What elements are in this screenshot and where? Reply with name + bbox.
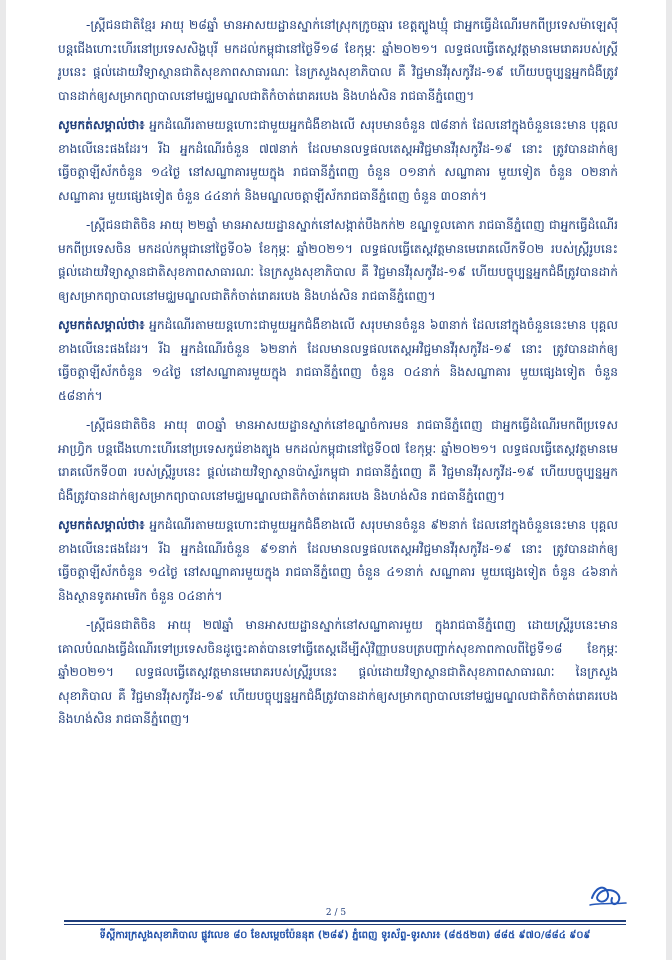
case-paragraph-2: -ស្ត្រីជនជាតិចិន អាយុ ២២ឆ្នាំ មានអាសយដ្ឋានស្នាក់នៅសង្កាត់បឹងកក់២ ខណ្ឌទួលគោក រាជធានីភ្នំពេញ ជាអ្នកធ្វើដំណើរមកពីប្រទេសចិន មកដល់កម្ពុជានៅថ្ងៃទី០៦ ខែកុម្ភៈ ឆ្នាំ២០២១។ លទ្ធផលធ្វើតេស្តវត្តមានមេរោគលើកទី០២ របស់ស្ត្រីរូបនេះ ផ្តល់ដោយវិទ្យាស្ថានជាតិសុខភាពសាធារណៈ នៃក្រសួងសុខាភិបាល គឺ វិជ្ជមានវីរុសកូវីដ-១៩ ហើយបច្ចុប្បន្នអ្នកជំងឺត្រូវបានដាក់ឲ្យសម្រាកព្យាបាលនៅមជ្ឈមណ្ឌលជាតិកំចាត់រោគរបេង និងហង់សិន រាជធានីភ្នំពេញ។ bbox=[58, 218, 618, 303]
note-text: អ្នកដំណើរតាមយន្តហោះជាមួយអ្នកជំងឺខាងលើ សរុបមានចំនួន ៧៨នាក់ ដែលនៅក្នុងចំនួននេះមាន បុគ្គលខាងលើនេះផងដែរ។ រីឯ អ្នកដំណើរចំនួន ៧៧នាក់ ដែលមានលទ្ធផលតេស្តអវិជ្ជមានវីរុសកូវីដ-១៩ នោះ ត្រូវបានដាក់ឲ្យធ្វើចត្តាឡីស័កចំនួន ១៤ថ្ងៃ នៅសណ្ឋាគារមួយក្នុង រាជធានីភ្នំពេញ ចំនួន ០១នាក់ សណ្ឋាគារ មួយទៀត ចំនួន ០២នាក់ សណ្ឋាគារ មួយផ្សេងទៀត ចំនួន ៤៤នាក់ និងមណ្ឌលចត្តាឡីស័ករាជធានីភ្នំពេញ ចំនួន ៣០នាក់។ bbox=[58, 118, 618, 203]
case-paragraph-3: -ស្ត្រីជនជាតិចិន អាយុ ៣០ឆ្នាំ មានអាសយដ្ឋានស្នាក់នៅខណ្ឌចំការមន រាជធានីភ្នំពេញ ជាអ្នកធ្វើដំណើរមកពីប្រទេសអាហ្វ្រិក បន្តជើងហោះហើរនៅប្រទេសកូរ៉េខាងត្បូង មកដល់កម្ពុជានៅថ្ងៃទី០៧ ខែកុម្ភៈ ឆ្នាំ២០២១។ លទ្ធផលធ្វើតេស្តវត្តមានមេរោគលើកទី០៣ របស់ស្ត្រីរូបនេះ ផ្តល់ដោយវិទ្យាស្ថានប៉ាស្ទ័រកម្ពុជា រាជធានីភ្នំពេញ គឺ វិជ្ជមានវីរុសកូវីដ-១៩ ហើយបច្ចុប្បន្នអ្នកជំងឺត្រូវបានដាក់ឲ្យសម្រាកព្យាបាលនៅមជ្ឈមណ្ឌលជាតិកំចាត់រោគរបេង និងហង់សិន រាជធានីភ្នំពេញ។ bbox=[58, 418, 618, 503]
note-label: សូមកត់សម្គាល់ថា៖ bbox=[58, 118, 145, 132]
document-page bbox=[6, 0, 666, 960]
document-body bbox=[58, 14, 618, 738]
case-paragraph-1: -ស្ត្រីជនជាតិខ្មែរ អាយុ ២៨ឆ្នាំ មានអាសយដ្ឋានស្នាក់នៅស្រុកក្រូចឆ្មារ ខេត្តត្បូងឃ្មុំ ជាអ្នកធ្វើដំណើរមកពីប្រទេសម៉ាឡេស៊ី បន្តជើងហោះហើរនៅប្រទេសសិង្ហបុរី មកដល់កម្ពុជានៅថ្ងៃទី១៨ ខែកុម្ភៈ ឆ្នាំ២០២១។ លទ្ធផលធ្វើតេស្តវត្តមានមេរោគរបស់ស្ត្រីរូបនេះ ផ្តល់ដោយវិទ្យាស្ថានជាតិសុខភាពសាធារណៈ នៃក្រសួងសុខាភិបាល គឺ វិជ្ជមានវីរុសកូវីដ-១៩ ហើយបច្ចុប្បន្នអ្នកជំងឺត្រូវបានដាក់ឲ្យសម្រាកព្យាបាលនៅមជ្ឈមណ្ឌលជាតិកំចាត់រោគរបេង និងហង់សិន រាជធានីភ្នំពេញ។ bbox=[58, 18, 618, 103]
note-paragraph-1 bbox=[58, 114, 618, 208]
footer-divider bbox=[64, 920, 626, 922]
note-text: អ្នកដំណើរតាមយន្តហោះជាមួយអ្នកជំងឺខាងលើ សរុបមានចំនួន ៩២នាក់ ដែលនៅក្នុងចំនួននេះមាន បុគ្គលខាងលើនេះផងដែរ។ រីឯ អ្នកដំណើរចំនួន ៩១នាក់ ដែលមានលទ្ធផលតេស្តអវិជ្ជមានវីរុសកូវីដ-១៩ នោះ ត្រូវបានដាក់ឲ្យធ្វើចត្តាឡីស័កចំនួន ១៤ថ្ងៃ នៅសណ្ឋាគារមួយក្នុង រាជធានីភ្នំពេញ ចំនួន ៤១នាក់ សណ្ឋាគារ មួយផ្សេងទៀត ចំនួន ៤៦នាក់ និងស្ថានទូតអាមេរិក ចំនួន ០៤នាក់។ bbox=[58, 518, 618, 603]
signature-icon bbox=[588, 880, 628, 908]
note-label: សូមកត់សម្គាល់ថា៖ bbox=[58, 318, 145, 332]
note-text: អ្នកដំណើរតាមយន្តហោះជាមួយអ្នកជំងឺខាងលើ សរុបមានចំនួន ៦៣នាក់ ដែលនៅក្នុងចំនួននេះមាន បុគ្គលខាងលើនេះផងដែរ។ រីឯ អ្នកដំណើរចំនួន ៦២នាក់ ដែលមានលទ្ធផលតេស្តអវិជ្ជមានវីរុសកូវីដ-១៩ នោះ ត្រូវបានដាក់ឲ្យធ្វើចត្តាឡីស័កចំនួន ១៤ថ្ងៃ នៅសណ្ឋាគារមួយក្នុង រាជធានីភ្នំពេញ ចំនួន ០៤នាក់ និងសណ្ឋាគារ មួយផ្សេងទៀត ចំនួន ៥៨នាក់។ bbox=[58, 318, 618, 403]
case-paragraph-4: -ស្ត្រីជនជាតិចិន អាយុ ២៧ឆ្នាំ មានអាសយដ្ឋានស្នាក់នៅសណ្ឋាគារមួយ ក្នុងរាជធានីភ្នំពេញ ដោយស្ត្រីរូបនេះមានគោលបំណងធ្វើដំណើរទៅប្រទេសចិនដូច្នេះគាត់បានទៅធ្វើតេស្តដើម្បីសុំវិញ្ញាបនបត្របញ្ជាក់សុខភាពកាលពីថ្ងៃទី១៨ ខែកុម្ភៈ ឆ្នាំ២០២១។ លទ្ធផលធ្វើតេស្តវត្តមានមេរោគរបស់ស្ត្រីរូបនេះ ផ្តល់ដោយវិទ្យាស្ថានជាតិសុខភាពសាធារណៈ នៃក្រសួងសុខាភិបាល គឺ វិជ្ជមានវីរុសកូវីដ-១៩ ហើយបច្ចុប្បន្នអ្នកជំងឺត្រូវបានដាក់ឲ្យសម្រាកព្យាបាលនៅមជ្ឈមណ្ឌលជាតិកំចាត់រោគរបេង និងហង់សិន រាជធានីភ្នំពេញ។ bbox=[58, 618, 618, 726]
note-paragraph-3 bbox=[58, 514, 618, 608]
footer-divider-thin bbox=[64, 924, 626, 925]
note-label: សូមកត់សម្គាល់ថា៖ bbox=[58, 518, 145, 532]
footer-address: ទីស្តីការក្រសួងសុខាភិបាល ផ្លូវលេខ ៨០ ខែសម្ដេចប៉ែននុត (២៨៩) ភ្នំពេញ ទូរស័ព្ទ-ទូរសារ៖ (៨៥៥២៣) ៨៨៥ ៩៧០/៨៨៤ ៩០៩ bbox=[99, 930, 591, 941]
page-number: 2 / 5 bbox=[325, 908, 347, 918]
note-paragraph-2 bbox=[58, 314, 618, 408]
